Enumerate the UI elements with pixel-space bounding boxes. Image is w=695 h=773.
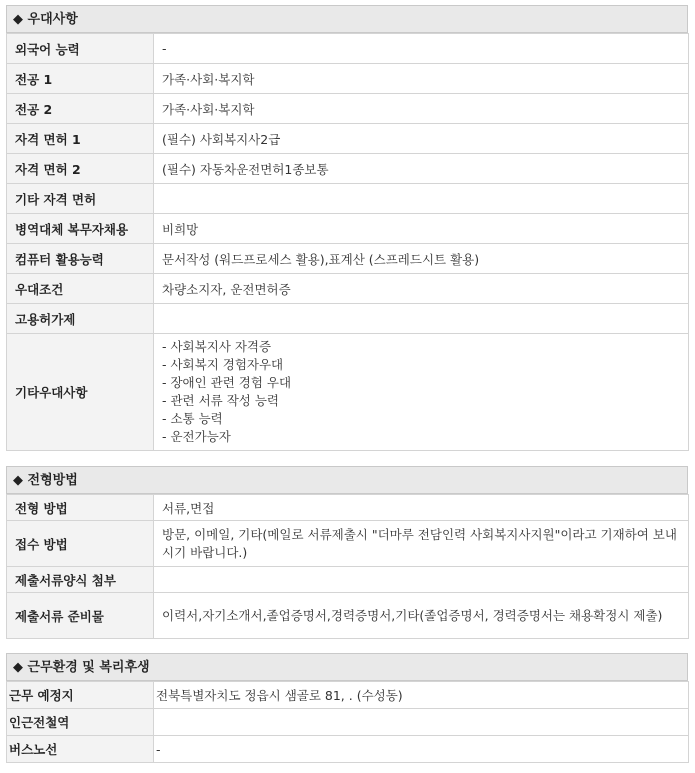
selection-section	[6, 466, 688, 639]
major-1-label: 전공 1	[7, 64, 154, 94]
table-row	[7, 521, 689, 567]
other-preferences-label: 기타우대사항	[7, 334, 154, 451]
bus-routes-label: 버스노선	[7, 736, 154, 763]
workplace-table	[6, 681, 689, 763]
selection-method-value: 서류,면접	[154, 495, 689, 521]
table-row	[7, 94, 689, 124]
list-item: - 장애인 관련 경험 우대	[162, 375, 292, 390]
table-row	[7, 214, 689, 244]
work-location-value: 전북특별자치도 정읍시 샘골로 81, . (수성동)	[154, 682, 689, 709]
table-row	[7, 593, 689, 639]
list-item: - 사회복지사 자격증	[162, 339, 272, 354]
benefits-section	[6, 5, 688, 451]
table-row	[7, 567, 689, 593]
license-1-label: 자격 면허 1	[7, 124, 154, 154]
table-row	[7, 682, 689, 709]
required-documents-label: 제출서류 준비물	[7, 593, 154, 639]
benefits-title: ◆ 우대사항	[6, 5, 688, 33]
table-row	[7, 154, 689, 184]
employment-permit-value	[154, 304, 689, 334]
major-2-label: 전공 2	[7, 94, 154, 124]
selection-table	[6, 494, 689, 639]
list-item: - 운전가능자	[162, 429, 231, 444]
major-1-value: 가족·사회·복지학	[154, 64, 689, 94]
license-2-label: 자격 면허 2	[7, 154, 154, 184]
employment-permit-label: 고용허가제	[7, 304, 154, 334]
computer-skills-value: 문서작성 (워드프로세스 활용),표계산 (스프레드시트 활용)	[154, 244, 689, 274]
license-2-value: (필수) 자동차운전면허1종보통	[154, 154, 689, 184]
forms-attachment-label: 제출서류양식 첨부	[7, 567, 154, 593]
work-location-label: 근무 예정지	[7, 682, 154, 709]
required-documents-value: 이력서,자기소개서,졸업증명서,경력증명서,기타(졸업증명서, 경력증명서는 채용확정시 제출)	[154, 593, 689, 639]
major-2-value: 가족·사회·복지학	[154, 94, 689, 124]
bus-routes-value: -	[154, 736, 689, 763]
foreign-language-label: 외국어 능력	[7, 34, 154, 64]
license-1-value: (필수) 사회복지사2급	[154, 124, 689, 154]
table-row	[7, 64, 689, 94]
table-row	[7, 124, 689, 154]
list-item: - 소통 능력	[162, 411, 223, 426]
list-item: - 사회복지 경험자우대	[162, 357, 284, 372]
workplace-title: ◆ 근무환경 및 복리후생	[6, 653, 688, 681]
selection-method-label: 전형 방법	[7, 495, 154, 521]
military-service-value: 비희망	[154, 214, 689, 244]
other-preferences-list	[162, 338, 680, 446]
table-row	[7, 34, 689, 64]
table-row	[7, 274, 689, 304]
table-row	[7, 334, 689, 451]
computer-skills-label: 컴퓨터 활용능력	[7, 244, 154, 274]
workplace-section	[6, 653, 688, 763]
nearby-subway-label: 인근전철역	[7, 709, 154, 736]
preference-conditions-label: 우대조건	[7, 274, 154, 304]
application-method-value: 방문, 이메일, 기타(메일로 서류제출시 "더마루 전담인력 사회복지사지원"이라고 기재하여 보내시기 바랍니다.)	[154, 521, 689, 567]
list-item: - 관련 서류 작성 능력	[162, 393, 280, 408]
selection-title: ◆ 전형방법	[6, 466, 688, 494]
other-license-label: 기타 자격 면허	[7, 184, 154, 214]
benefits-table	[6, 33, 689, 451]
table-row	[7, 709, 689, 736]
table-row	[7, 244, 689, 274]
preference-conditions-value: 차량소지자, 운전면허증	[154, 274, 689, 304]
nearby-subway-value	[154, 709, 689, 736]
other-preferences-value	[154, 334, 689, 451]
application-method-label: 접수 방법	[7, 521, 154, 567]
table-row	[7, 184, 689, 214]
table-row	[7, 304, 689, 334]
foreign-language-value: -	[154, 34, 689, 64]
military-service-label: 병역대체 복무자채용	[7, 214, 154, 244]
forms-attachment-value	[154, 567, 689, 593]
table-row	[7, 736, 689, 763]
other-license-value	[154, 184, 689, 214]
table-row	[7, 495, 689, 521]
